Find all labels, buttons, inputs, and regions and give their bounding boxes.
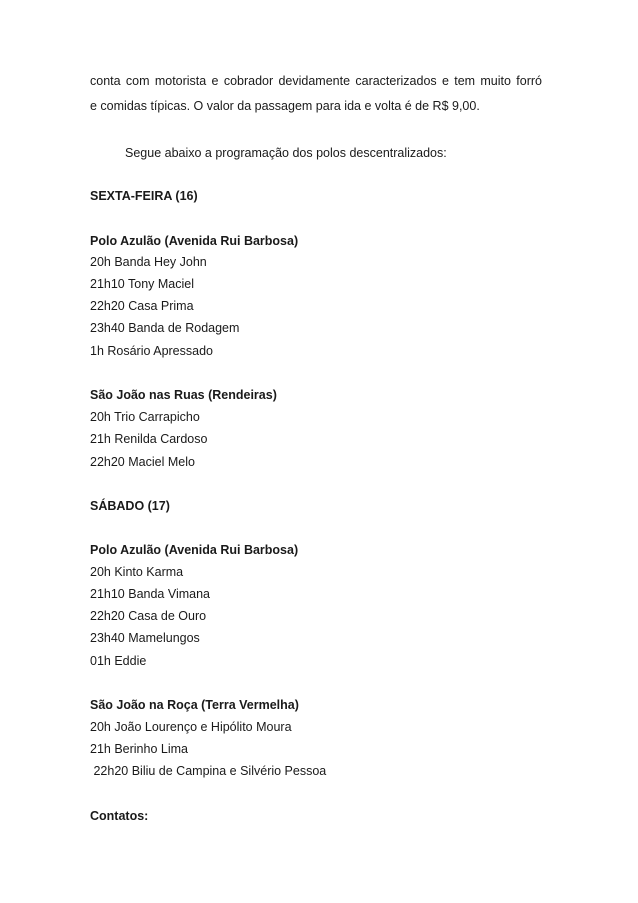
contacts-heading: Contatos: — [90, 809, 149, 823]
intro-line-1: conta com motorista e cobrador devidamente caracterizados e tem muito forró — [90, 74, 542, 88]
schedule-item: 20h João Lourenço e Hipólito Moura — [90, 720, 292, 734]
intro-line-2: e comidas típicas. O valor da passagem para ida e volta é de R$ 9,00. — [90, 99, 480, 113]
schedule-item: 21h Renilda Cardoso — [90, 432, 208, 446]
friday-polo2-title: São João nas Ruas (Rendeiras) — [90, 388, 277, 402]
saturday-polo2-title: São João na Roça (Terra Vermelha) — [90, 698, 299, 712]
intro-line-3: Segue abaixo a programação dos polos descentralizados: — [125, 146, 447, 160]
schedule-item: 22h20 Casa Prima — [90, 299, 194, 313]
schedule-item: 22h20 Maciel Melo — [90, 455, 195, 469]
schedule-item: 20h Trio Carrapicho — [90, 410, 200, 424]
schedule-item: 20h Banda Hey John — [90, 255, 207, 269]
schedule-item: 1h Rosário Apressado — [90, 344, 213, 358]
schedule-item: 01h Eddie — [90, 654, 147, 668]
friday-heading: SEXTA-FEIRA (16) — [90, 189, 198, 203]
schedule-item: 20h Kinto Karma — [90, 565, 184, 579]
friday-polo1-title: Polo Azulão (Avenida Rui Barbosa) — [90, 234, 299, 248]
schedule-item: 23h40 Mamelungos — [90, 631, 200, 645]
schedule-item: 22h20 Biliu de Campina e Silvério Pessoa — [90, 764, 327, 778]
schedule-item: 21h10 Tony Maciel — [90, 277, 195, 291]
saturday-polo1-title: Polo Azulão (Avenida Rui Barbosa) — [90, 543, 299, 557]
schedule-item: 21h Berinho Lima — [90, 742, 188, 756]
saturday-heading: SÁBADO (17) — [90, 499, 170, 513]
schedule-item: 22h20 Casa de Ouro — [90, 609, 207, 623]
schedule-item: 23h40 Banda de Rodagem — [90, 321, 240, 335]
schedule-item: 21h10 Banda Vimana — [90, 587, 211, 601]
